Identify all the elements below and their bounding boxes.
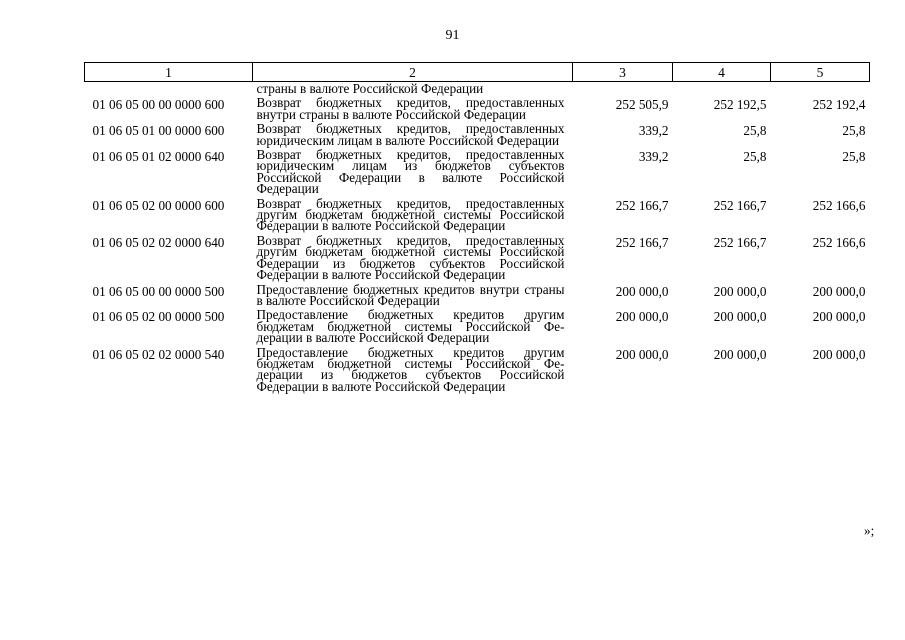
table-row — [85, 347, 870, 396]
budget-code-cell: 01 06 05 02 00 0000 500 — [92, 309, 225, 325]
column-5-value: 25,8 — [842, 149, 866, 165]
column-number-row — [85, 63, 870, 82]
column-3-value: 339,2 — [638, 123, 669, 139]
table-row — [85, 97, 870, 123]
budget-code-cell: 01 06 05 01 02 0000 640 — [92, 149, 225, 165]
column-5-header: 5 — [771, 63, 870, 82]
column-5-value: 200 000,0 — [812, 283, 866, 299]
continuation-code-cell — [85, 82, 253, 98]
column-3-value: 339,2 — [638, 149, 669, 165]
column-4-value: 25,8 — [743, 149, 767, 165]
column-3-value: 252 166,7 — [615, 197, 669, 213]
column-4-value: 252 166,7 — [713, 197, 767, 213]
table-row — [85, 235, 870, 284]
column-2-header: 2 — [253, 63, 573, 82]
table-body — [85, 82, 870, 396]
column-5-value: 252 166,6 — [812, 197, 866, 213]
column-4-header: 4 — [673, 63, 771, 82]
column-5-value: 200 000,0 — [812, 309, 866, 325]
budget-code-cell: 01 06 05 02 00 0000 600 — [92, 197, 225, 213]
budget-sources-table — [84, 62, 870, 395]
column-4-value: 200 000,0 — [713, 346, 767, 362]
column-4-value: 252 166,7 — [713, 234, 767, 250]
column-5-value: 200 000,0 — [812, 346, 866, 362]
table-row — [85, 149, 870, 198]
budget-code-cell: 01 06 05 02 02 0000 540 — [92, 346, 225, 362]
continuation-text: страны в валюте Российской Федерации — [256, 81, 484, 96]
table-row — [85, 123, 870, 149]
budget-code-cell: 01 06 05 01 00 0000 600 — [92, 123, 225, 139]
column-4-value: 252 192,5 — [713, 97, 767, 113]
table-header — [85, 63, 870, 82]
budget-code-cell: 01 06 05 02 02 0000 640 — [92, 234, 225, 250]
column-5-value: 25,8 — [842, 123, 866, 139]
description-cell: Возврат бюджетных кредитов, предоставленных юридическим лицам из бюджетов субъектов Российской Федерации в валюте Российской Федерации — [256, 147, 565, 197]
description-cell: Предоставление бюджетных кредитов другим бюджетам бюджетной системы Российской Федерации в валюте Российской Федерации — [256, 307, 565, 346]
budget-code-cell: 01 06 05 00 00 0000 600 — [92, 97, 225, 113]
description-cell: Предоставление бюджетных кредитов внутри страны в валюте Российской Федерации — [256, 281, 565, 308]
description-cell: Возврат бюджетных кредитов, предоставленных другим бюджетам бюджетной системы Российской Федерации из бюджетов субъектов Российской Федерации в валюте Российской Федерации — [256, 232, 565, 283]
column-4-value: 200 000,0 — [713, 309, 767, 325]
table-row — [85, 198, 870, 235]
column-3-value: 200 000,0 — [615, 346, 669, 362]
description-cell: Возврат бюджетных кредитов, предоставленных внутри страны в валюте Российской Федерации — [256, 95, 565, 122]
column-1-header: 1 — [85, 63, 253, 82]
table-row — [85, 309, 870, 346]
table-row — [85, 284, 870, 310]
description-cell: Предоставление бюджетных кредитов другим бюджетам бюджетной системы Российской Федерации из бюджетов субъектов Российской Федерации в валюте Российской Федерации — [256, 344, 565, 394]
budget-code-cell: 01 06 05 00 00 0000 500 — [92, 283, 225, 299]
page-number: 91 — [445, 28, 460, 43]
closing-quote-mark: »; — [864, 523, 875, 538]
description-cell: Возврат бюджетных кредитов, предоставленных другим бюджетам бюджетной системы Российской Федерации в валюте Российской Федерации — [256, 195, 565, 234]
description-cell: Возврат бюджетных кредитов, предоставленных юридическим лицам в валюте Российской Федерации — [256, 121, 565, 148]
column-4-value: 25,8 — [743, 123, 767, 139]
column-5-value: 252 166,6 — [812, 234, 866, 250]
column-3-value: 200 000,0 — [615, 309, 669, 325]
column-3-header: 3 — [573, 63, 673, 82]
column-5-value: 252 192,4 — [812, 97, 866, 113]
column-3-value: 200 000,0 — [615, 283, 669, 299]
column-3-value: 252 505,9 — [615, 97, 669, 113]
column-4-value: 200 000,0 — [713, 283, 767, 299]
column-3-value: 252 166,7 — [615, 234, 669, 250]
